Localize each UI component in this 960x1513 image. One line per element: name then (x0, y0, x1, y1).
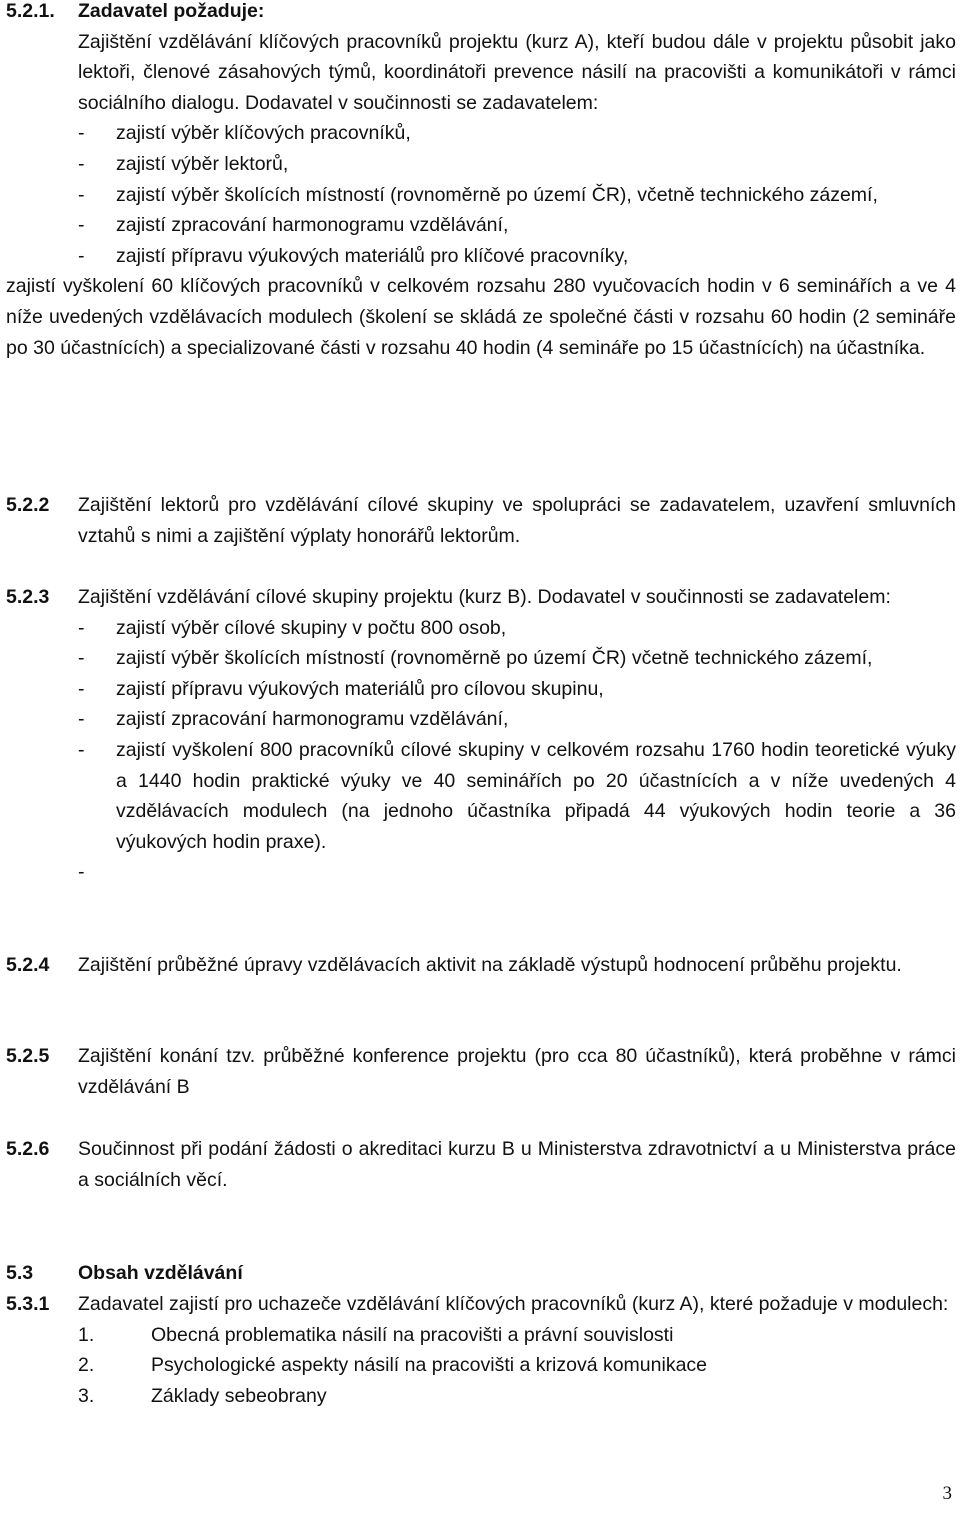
module-list (78, 1320, 956, 1412)
list-item: - zajistí vyškolení 800 pracovníků cílové skupiny v celkovém rozsahu 1760 hodin teoretické výuky a 1440 hodin praktické výuky ve 40 seminářích po 20 účastnících a v níže uvedených 4 vzdělávacích modulech (na jednoho účastníka připadá 44 výukových hodin teorie a 36 výukových hodin praxe). (78, 738, 956, 853)
requirement-list (78, 118, 956, 271)
module-item: 3. Základy sebeobrany (78, 1384, 327, 1407)
section-number: 5.2.2 (6, 494, 50, 516)
section-5-2-6 (6, 1134, 956, 1195)
section-text: Zajištění lektorů pro vzdělávání cílové skupiny ve spolupráci se zadavatelem, uzavření smluvních vztahů s nimi a zajištění výplaty honorářů lektorům. (78, 494, 956, 547)
section-number: 5.3.1 (6, 1293, 50, 1315)
list-item: - zajistí výběr školících místností (rovnoměrně po území ČR), včetně technického zázemí, (78, 183, 878, 206)
section-text: Zajištění průběžné úpravy vzdělávacích aktivit na základě výstupů hodnocení průběhu projektu. (78, 954, 902, 976)
section-heading: Zadavatel požaduje: (78, 0, 265, 22)
section-text: Součinnost při podání žádosti o akreditaci kurzu B u Ministerstva zdravotnictví a u Ministerstva práce a sociálních věcí. (78, 1138, 956, 1191)
section-number: 5.2.4 (6, 954, 50, 976)
requirement-list (78, 613, 956, 858)
section-5-2-1 (6, 0, 956, 363)
page-number: 3 (942, 1483, 952, 1504)
section-5-3-1 (6, 1289, 956, 1411)
section-5-2-4 (6, 950, 956, 981)
section-text: Zajištění konání tzv. průběžné konference projektu (pro cca 80 účastníků), která proběhne v rámci vzdělávání B (78, 1045, 956, 1098)
section-intro: Zajištění vzdělávání klíčových pracovníků projektu (kurz A), kteří budou dále v projektu působit jako lektoři, členové zásahových týmů, koordinátoři prevence násilí na pracovišti a komunikátoři v rámci sociálního dialogu. Dodavatel v součinnosti se zadavatelem: (78, 30, 956, 114)
section-text: Zadavatel zajistí pro uchazeče vzdělávání klíčových pracovníků (kurz A), které požaduje v modulech: (78, 1293, 949, 1315)
list-item: - zajistí zpracování harmonogramu vzdělávání, (78, 708, 509, 731)
section-text: Zajištění vzdělávání cílové skupiny projektu (kurz B). Dodavatel v součinnosti se zadavatelem: (78, 586, 891, 608)
section-number: 5.2.1. (6, 0, 55, 22)
list-item: - zajistí výběr školících místností (rovnoměrně po území ČR) včetně technického zázemí, (78, 647, 873, 670)
section-number: 5.2.3 (6, 586, 50, 608)
list-item: - zajistí výběr cílové skupiny v počtu 800 osob, (78, 616, 507, 639)
section-heading: Obsah vzdělávání (78, 1262, 243, 1284)
trailing-dash: - (78, 861, 85, 884)
section-closing: zajistí vyškolení 60 klíčových pracovníků v celkovém rozsahu 280 vyučovacích hodin v 6 seminářích a ve 4 níže uvedených vzdělávacích modulech (školení se skládá ze společné části v rozsahu 60 hodin (2 semináře po 30 účastnících) a specializované části v rozsahu 40 hodin (4 semináře po 15 účastnících) na účastníka. (6, 275, 956, 359)
list-item: - zajistí výběr klíčových pracovníků, (78, 122, 411, 145)
section-5-2-3 (6, 582, 956, 888)
section-number: 5.2.5 (6, 1045, 50, 1067)
list-item: - zajistí přípravu výukových materiálů pro cílovou skupinu, (78, 677, 604, 700)
section-5-2-2 (6, 490, 956, 551)
module-item: 2. Psychologické aspekty násilí na pracovišti a krizová komunikace (78, 1354, 708, 1377)
section-number: 5.2.6 (6, 1138, 50, 1160)
list-item: - zajistí zpracování harmonogramu vzdělávání, (78, 214, 509, 237)
section-5-3 (6, 1258, 956, 1289)
module-item: 1. Obecná problematika násilí na pracovišti a právní souvislosti (78, 1323, 674, 1346)
section-number: 5.3 (6, 1262, 34, 1284)
section-5-2-5 (6, 1041, 956, 1102)
list-item: - zajistí výběr lektorů, (78, 152, 289, 175)
list-item: - zajistí přípravu výukových materiálů pro klíčové pracovníky, (78, 244, 629, 267)
